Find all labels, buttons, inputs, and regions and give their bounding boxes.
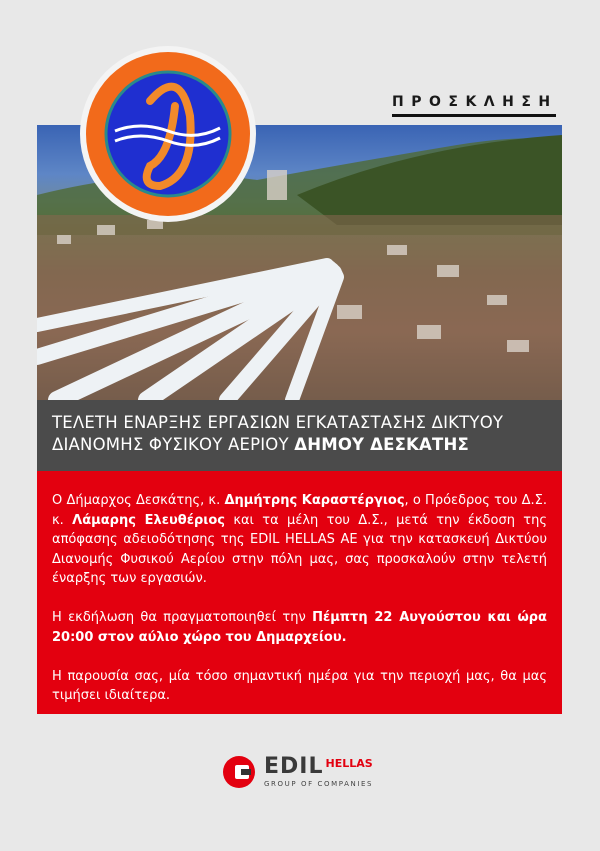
municipality-logo — [80, 46, 260, 226]
paragraph-closing: Η παρουσία σας, μία τόσο σημαντική ημέρα για την περιοχή μας, θα μας τιμήσει ιδιαίτερα. — [52, 668, 547, 703]
invitation-body — [37, 471, 562, 714]
paragraph-event-details: Η εκδήλωση θα πραγματοποιηθεί την Πέμπτη 22 Αυγούστου και ώρα 20:00 στον αύλιο χώρο του Δημαρχείου. — [52, 610, 547, 645]
title-line-1: ΤΕΛΕΤΗ ΕΝΑΡΞΗΣ ΕΡΓΑΣΙΩΝ ΕΓΚΑΤΑΣΤΑΣΗΣ ΔΙΚΤΥΟΥ — [52, 413, 504, 432]
title-line-2: ΔΙΑΝΟΜΗΣ ΦΥΣΙΚΟΥ ΑΕΡΙΟΥ ΔΗΜΟΥ ΔΕΣΚΑΤΗΣ — [52, 435, 469, 454]
paragraph-hosts: Ο Δήμαρχος Δεσκάτης, κ. Δημήτρης Καραστέργιος, ο Πρόεδρος του Δ.Σ. κ. Λάμαρης Ελευθέριος και τα μέλη του Δ.Σ., μετά την έκδοση της απόφασης αδειοδότησης της EDIL HELLAS AE για την κατασκευή Δικτύου Διανομής Φυσικού Αερίου στην πόλη μας, σας προσκαλούν στην τελετή έναρξης των εργασιών. — [52, 493, 547, 586]
event-title-banner — [37, 400, 562, 471]
municipality-name: ΔΗΜΟΥ ΔΕΣΚΑΤΗΣ — [294, 435, 469, 454]
invitation-heading: ΠΡΟΣΚΛΗΣΗ — [392, 94, 556, 117]
edil-hellas-logo: EDIL HELLAS GROUP OF COMPANIES — [222, 755, 373, 789]
edil-emblem-icon — [222, 755, 256, 789]
